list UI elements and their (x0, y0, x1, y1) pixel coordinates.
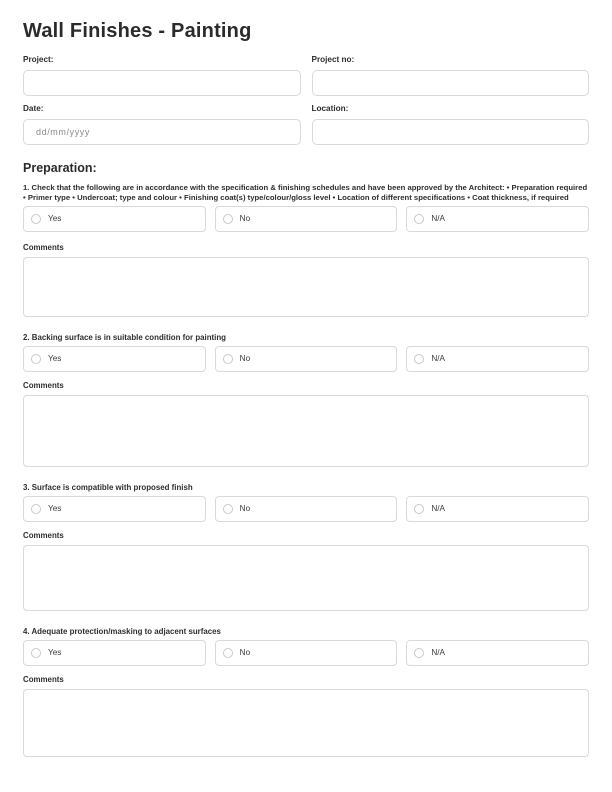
q2-yes-radio[interactable] (23, 346, 206, 372)
q4-na-label: N/A (431, 648, 445, 658)
q3-yes-label: Yes (48, 504, 62, 514)
question-1-options (23, 206, 589, 232)
q4-comments-label: Comments (23, 674, 64, 684)
date-input[interactable] (23, 119, 301, 145)
question-1-text: 1. Check that the following are in accordance with the specification & finishing schedules and have been approved by the Architect: • Preparation required • Primer type • Undercoat; type and colour • Finishing coat(s) type/colour/gloss level • Location of different specifications • Coat thickness, if required (23, 183, 588, 203)
q1-na-label: N/A (431, 214, 445, 224)
radio-unchecked-icon (31, 504, 41, 514)
header-fields (23, 55, 589, 145)
question-block-3 (23, 483, 589, 611)
question-block-2 (23, 333, 589, 467)
location-input[interactable] (312, 119, 590, 145)
q2-comments-label: Comments (23, 380, 64, 390)
q1-comments-label: Comments (23, 242, 64, 252)
q4-comments-textarea[interactable] (23, 689, 589, 757)
radio-unchecked-icon (31, 648, 41, 658)
q2-na-radio[interactable] (406, 346, 589, 372)
q3-no-label: No (239, 504, 251, 514)
q2-na-label: N/A (431, 354, 445, 364)
q1-comments-textarea[interactable] (23, 257, 589, 317)
project-no-label: Project no: (311, 55, 355, 64)
date-field (23, 104, 301, 145)
q1-yes-radio[interactable] (23, 206, 206, 232)
q3-na-radio[interactable] (406, 496, 589, 522)
question-2-text: 2. Backing surface is in suitable condition for painting (23, 332, 226, 342)
q4-yes-label: Yes (48, 648, 62, 658)
q1-no-label: No (239, 214, 251, 224)
date-label: Date: (23, 104, 44, 113)
project-label: Project: (23, 55, 54, 64)
radio-unchecked-icon (31, 214, 41, 224)
question-4-options (23, 640, 589, 666)
radio-unchecked-icon (414, 214, 424, 224)
project-no-field (312, 55, 590, 96)
radio-unchecked-icon (414, 354, 424, 364)
radio-unchecked-icon (223, 504, 233, 514)
project-no-input[interactable] (312, 70, 590, 96)
question-block-4 (23, 627, 589, 757)
question-block-1 (23, 183, 589, 317)
radio-unchecked-icon (223, 648, 233, 658)
question-3-options (23, 496, 589, 522)
radio-unchecked-icon (414, 648, 424, 658)
q4-no-radio[interactable] (215, 640, 398, 666)
form-title: Wall Finishes - Painting (23, 20, 252, 42)
q4-no-label: No (239, 648, 251, 658)
location-label: Location: (311, 104, 349, 113)
question-2-options (23, 346, 589, 372)
q3-na-label: N/A (431, 504, 445, 514)
radio-unchecked-icon (31, 354, 41, 364)
q2-no-label: No (239, 354, 251, 364)
question-3-text: 3. Surface is compatible with proposed finish (23, 482, 193, 492)
location-field (312, 104, 590, 145)
q1-no-radio[interactable] (215, 206, 398, 232)
section-heading-preparation: Preparation: (23, 161, 97, 175)
q4-yes-radio[interactable] (23, 640, 206, 666)
radio-unchecked-icon (414, 504, 424, 514)
project-input[interactable] (23, 70, 301, 96)
q2-comments-textarea[interactable] (23, 395, 589, 467)
q3-comments-label: Comments (23, 530, 64, 540)
q4-na-radio[interactable] (406, 640, 589, 666)
q1-yes-label: Yes (48, 214, 62, 224)
q3-yes-radio[interactable] (23, 496, 206, 522)
q1-na-radio[interactable] (406, 206, 589, 232)
radio-unchecked-icon (223, 354, 233, 364)
radio-unchecked-icon (223, 214, 233, 224)
q3-comments-textarea[interactable] (23, 545, 589, 611)
q3-no-radio[interactable] (215, 496, 398, 522)
question-4-text: 4. Adequate protection/masking to adjacent surfaces (23, 626, 221, 636)
q2-no-radio[interactable] (215, 346, 398, 372)
project-field (23, 55, 301, 96)
q2-yes-label: Yes (48, 354, 62, 364)
